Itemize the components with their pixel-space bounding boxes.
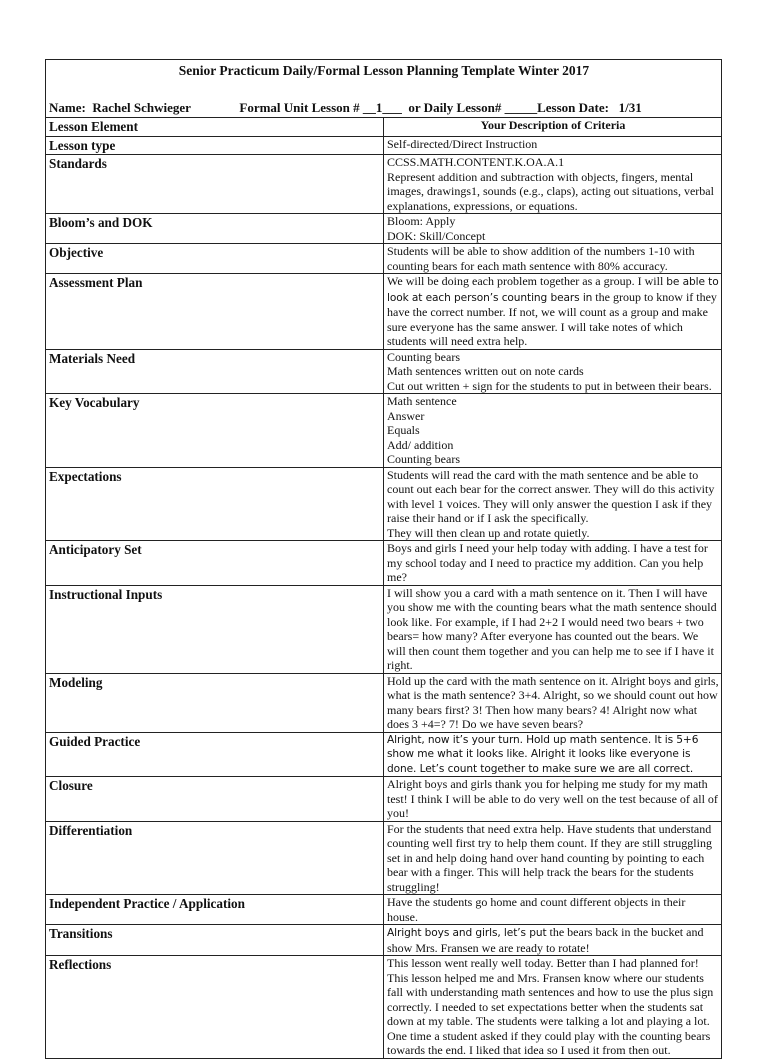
header-row [46, 118, 722, 137]
row-key-vocabulary [46, 394, 722, 468]
row-label: Guided Practice [46, 732, 384, 777]
handwritten-text: Alright boys and girls, let’s put [387, 927, 547, 939]
row-value: This lesson went really well today. Better than I had planned for! This lesson helped me and Mrs. Fransen know where our students fall with understanding math sentences and how to use the plus sign correctly. I needed to set expectations better when the students sat down at my table. The students were talking a lot and playing a lot. One time a student asked if they could play with the counting bears towards the end. I liked that idea so I used it from then out. [384, 956, 722, 1059]
row-value [384, 925, 722, 956]
row-value: Have the students go home and count different objects in their house. [384, 895, 722, 925]
row-value: Students will read the card with the math sentence and be able to count out each bear for the correct answer. They will do this activity with level 1 voices. They will only answer the question I ask if they raise their hand or if I ask the specifically. They will then clean up and rotate quietly. [384, 467, 722, 541]
row-lesson-type [46, 136, 722, 155]
row-anticipatory-set [46, 541, 722, 586]
row-label: Independent Practice / Application [46, 895, 384, 925]
row-guided-practice [46, 732, 722, 777]
row-assessment-plan [46, 274, 722, 350]
header-lesson-element: Lesson Element [46, 118, 384, 137]
row-label: Reflections [46, 956, 384, 1059]
row-value: Bloom: Apply DOK: Skill/Concept [384, 214, 722, 244]
row-instructional-inputs [46, 585, 722, 673]
lesson-plan-table [45, 59, 722, 1059]
row-independent-practice [46, 895, 722, 925]
row-label: Objective [46, 244, 384, 274]
row-value: Boys and girls I need your help today with adding. I have a test for my school today and I need to practice my addition. Can you help me? [384, 541, 722, 586]
row-value: Alright boys and girls thank you for helping me study for my math test! I think I will be able to do very well on the test because of all of you! [384, 777, 722, 822]
lesson-plan-document [45, 59, 722, 1059]
title-row [46, 60, 722, 101]
row-modeling [46, 673, 722, 732]
row-value: Counting bears Math sentences written out on note cards Cut out written + sign for the students to put in between their bears. [384, 349, 722, 394]
row-label: Anticipatory Set [46, 541, 384, 586]
row-label: Expectations [46, 467, 384, 541]
row-label: Assessment Plan [46, 274, 384, 350]
row-value-part: the group to know if they have the correct number. If not, we will count as a group and make sure everyone has the same answer. I will take notes of which students will need extra help. [387, 289, 717, 348]
row-closure [46, 777, 722, 822]
row-label: Materials Need [46, 349, 384, 394]
handwritten-text: Alright, now it’s your turn. Hold up math sentence. It is 5+6 show me what it looks like. Alright it looks like everyone is done. Let’s count together to make sure we are all correct. [384, 732, 722, 777]
row-value: I will show you a card with a math sentence on it. Then I will have you show me with the counting bears what the math sentence should look like. For example, if I had 2+2 I would need two bears + two bears= how many? After everyone has counted out the bears. We will then count them together and you can help me to see if I have it right. [384, 585, 722, 673]
row-expectations [46, 467, 722, 541]
row-value: CCSS.MATH.CONTENT.K.OA.A.1 Represent addition and subtraction with objects, fingers, mental images, drawings1, sounds (e.g., claps), acting out situations, verbal explanations, expressions, or equations. [384, 155, 722, 214]
row-objective [46, 244, 722, 274]
row-materials-need [46, 349, 722, 394]
row-label: Lesson type [46, 136, 384, 155]
row-value: Hold up the card with the math sentence on it. Alright boys and girls, what is the math sentence? 3+4. Alright, so we should count out how many bears first? 3! Then how many bears? 4! Alright now what does 3 +4=? 7! Do we have seven bears? [384, 673, 722, 732]
row-value-part: the bears back in the bucket and show Mrs. Fransen we are ready to rotate! [387, 925, 704, 955]
row-standards [46, 155, 722, 214]
row-label: Differentiation [46, 821, 384, 895]
name-and-lesson-info: Name: Rachel Schwieger Formal Unit Lesson # __1___ or Daily Lesson# _____Lesson Date: 1/31 [46, 100, 722, 118]
row-value-part: We will be doing each problem together as a group. I will [387, 274, 667, 288]
row-label: Standards [46, 155, 384, 214]
name-row [46, 100, 722, 118]
header-description: Your Description of Criteria [384, 118, 722, 137]
handwritten-text: be able to look at each person’s counting bears in [387, 276, 719, 304]
row-label: Bloom’s and DOK [46, 214, 384, 244]
row-transitions [46, 925, 722, 956]
row-label: Instructional Inputs [46, 585, 384, 673]
row-value: Self-directed/Direct Instruction [384, 136, 722, 155]
row-label: Closure [46, 777, 384, 822]
row-differentiation [46, 821, 722, 895]
row-value: Students will be able to show addition of the numbers 1-10 with counting bears for each math sentence with 80% accuracy. [384, 244, 722, 274]
row-value: For the students that need extra help. Have students that understand counting well first try to help them count. If they are still struggling set in and help doing hand over hand counting by pointing to each bear with a finger. This will help track the bears for the students struggling! [384, 821, 722, 895]
row-label: Transitions [46, 925, 384, 956]
document-title: Senior Practicum Daily/Formal Lesson Planning Template Winter 2017 [46, 60, 722, 101]
row-value [384, 274, 722, 350]
row-blooms-dok [46, 214, 722, 244]
row-reflections [46, 956, 722, 1059]
row-value: Math sentence Answer Equals Add/ addition Counting bears [384, 394, 722, 468]
row-label: Modeling [46, 673, 384, 732]
row-label: Key Vocabulary [46, 394, 384, 468]
